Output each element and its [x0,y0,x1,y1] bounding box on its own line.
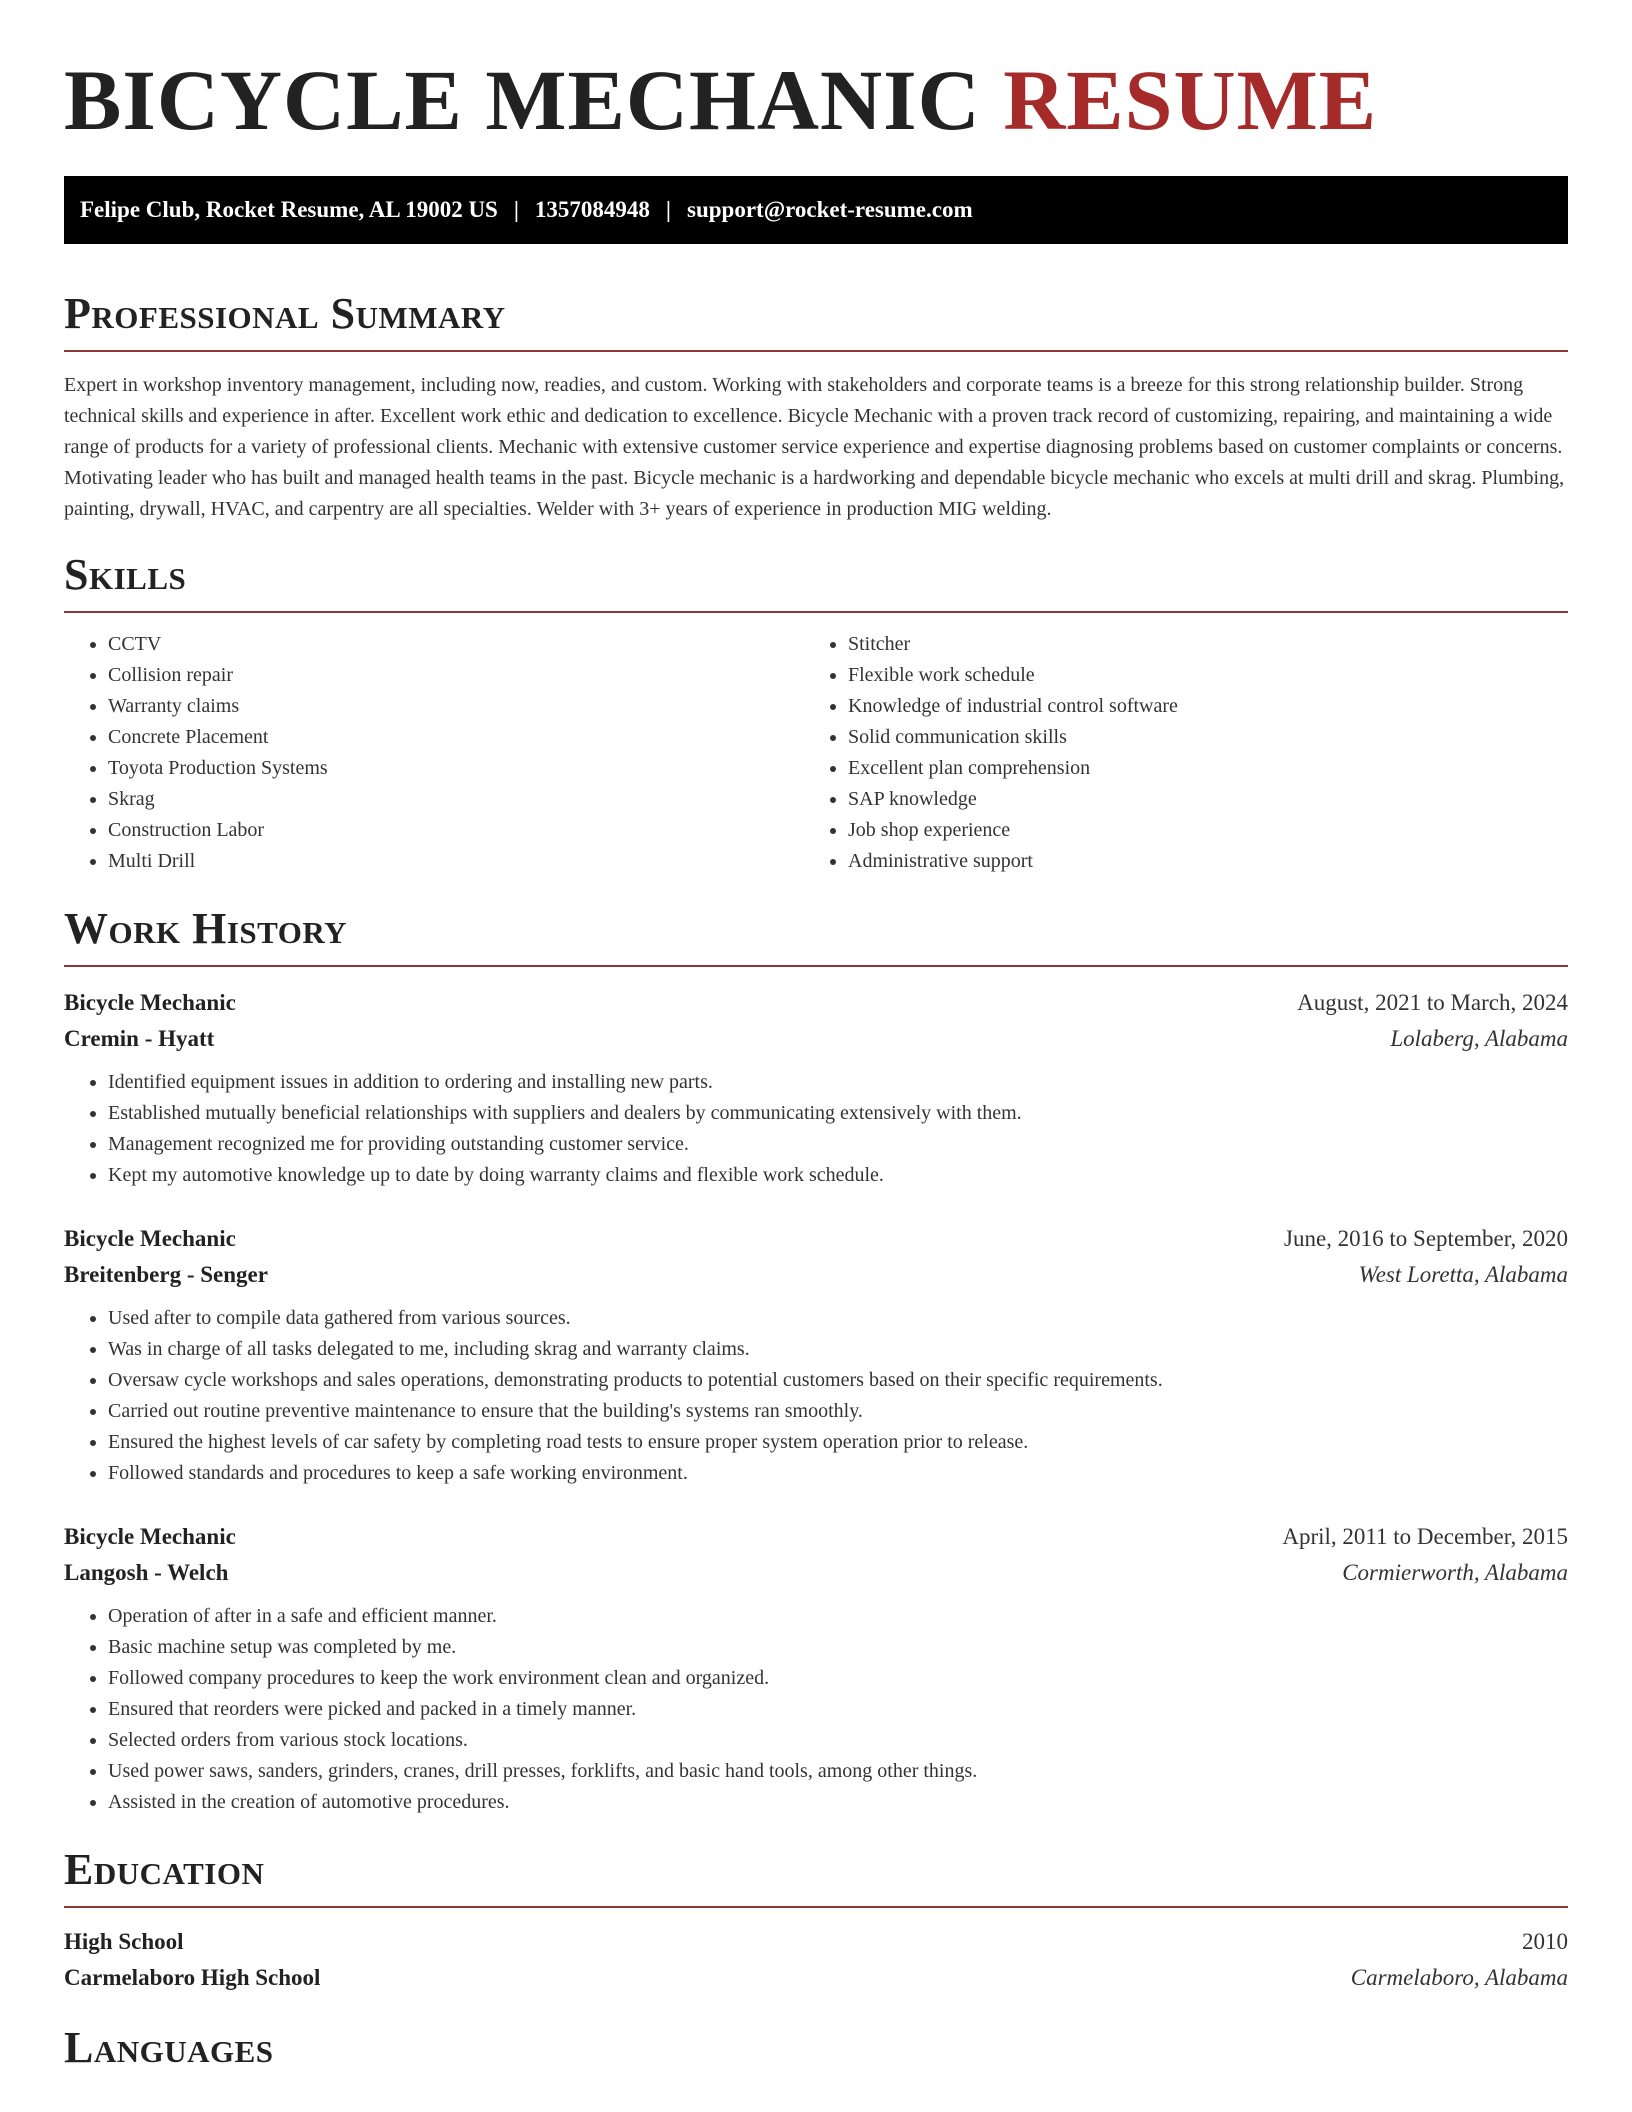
job-bullet: • Ensured that reorders were picked and packed in a timely manner. [108,1694,1568,1725]
skill-item: • Construction Labor [108,815,804,846]
skill-item: • Skrag [108,784,804,815]
job-row [64,1555,1568,1591]
languages-heading: Languages [64,2023,274,2072]
skill-item: • Administrative support [848,846,1544,877]
skills-left-list [64,629,804,877]
work-heading: Work History [64,903,1568,967]
skills-heading: Skills [64,549,1568,613]
education-heading: Education [64,1844,1568,1908]
skill-item: • Collision repair [108,660,804,691]
summary-heading: Professional Summary [64,288,1568,352]
job-entry [64,1221,1568,1489]
job-title: Bicycle Mechanic [64,1226,236,1251]
summary-section [64,288,1568,525]
languages-section [64,2022,1568,2084]
education-entry [64,1924,1568,1996]
job-bullet: • Selected orders from various stock locations. [108,1725,1568,1756]
skill-item: • SAP knowledge [848,784,1544,815]
job-row [64,1519,1568,1555]
job-bullet: • Assisted in the creation of automotive procedures. [108,1787,1568,1818]
education-section [64,1844,1568,1996]
job-bullet: • Followed standards and procedures to keep a safe working environment. [108,1458,1568,1489]
job-bullet: • Basic machine setup was completed by me. [108,1632,1568,1663]
contact-separator: | [513,197,519,222]
job-dates: August, 2021 to March, 2024 [1297,990,1568,1015]
skill-item: • Concrete Placement [108,722,804,753]
skill-item: • Excellent plan comprehension [848,753,1544,784]
education-row [64,1960,1568,1996]
job-bullets [64,1067,1568,1191]
education-school: Carmelaboro High School [64,1965,321,1990]
job-dates: April, 2011 to December, 2015 [1282,1524,1568,1549]
skill-item: • Warranty claims [108,691,804,722]
skills-right-list [804,629,1544,877]
job-entry [64,985,1568,1191]
contact-separator: | [665,197,671,222]
skills-columns [64,629,1568,877]
skill-item: • Job shop experience [848,815,1544,846]
job-location: Cormierworth, Alabama [1342,1560,1568,1585]
job-bullet: • Carried out routine preventive maintenance to ensure that the building's systems ran smoothly. [108,1396,1568,1427]
job-bullet: • Management recognized me for providing outstanding customer service. [108,1129,1568,1160]
job-row [64,1021,1568,1057]
contact-phone: 1357084948 [534,197,650,222]
job-company: Breitenberg - Senger [64,1262,268,1287]
skill-item: • Toyota Production Systems [108,753,804,784]
job-bullet: • Used after to compile data gathered from various sources. [108,1303,1568,1334]
job-bullets [64,1303,1568,1489]
job-entry [64,1519,1568,1818]
job-bullet: • Used power saws, sanders, grinders, cranes, drill presses, forklifts, and basic hand tools, among other things. [108,1756,1568,1787]
work-section [64,903,1568,1818]
education-degree: High School [64,1929,184,1954]
education-location: Carmelaboro, Alabama [1350,1965,1568,1990]
skill-item: • Multi Drill [108,846,804,877]
job-row [64,1257,1568,1293]
resume-page [64,0,1568,2084]
resume-title [64,0,1568,146]
contact-email[interactable]: support@rocket-resume.com [687,197,973,222]
job-bullet: • Oversaw cycle workshops and sales operations, demonstrating products to potential customers based on their specific requirements. [108,1365,1568,1396]
job-bullet: • Operation of after in a safe and efficient manner. [108,1601,1568,1632]
job-bullets [64,1601,1568,1818]
job-bullet: • Kept my automotive knowledge up to date by doing warranty claims and flexible work schedule. [108,1160,1568,1191]
job-bullet: • Was in charge of all tasks delegated to me, including skrag and warranty claims. [108,1334,1568,1365]
job-location: West Loretta, Alabama [1358,1262,1568,1287]
job-title: Bicycle Mechanic [64,1524,236,1549]
job-dates: June, 2016 to September, 2020 [1284,1226,1568,1251]
job-row [64,985,1568,1021]
job-bullet: • Established mutually beneficial relationships with suppliers and dealers by communicating extensively with them. [108,1098,1568,1129]
job-company: Cremin - Hyatt [64,1026,215,1051]
job-list [64,985,1568,1818]
education-year: 2010 [1522,1929,1568,1954]
skill-item: • CCTV [108,629,804,660]
job-company: Langosh - Welch [64,1560,229,1585]
skill-item: • Flexible work schedule [848,660,1544,691]
job-title: Bicycle Mechanic [64,990,236,1015]
job-bullet: • Identified equipment issues in addition to ordering and installing new parts. [108,1067,1568,1098]
title-main: BICYCLE MECHANIC [64,52,981,148]
job-bullet: • Ensured the highest levels of car safety by completing road tests to ensure proper system operation prior to release. [108,1427,1568,1458]
skill-item: • Solid communication skills [848,722,1544,753]
job-bullet: • Followed company procedures to keep the work environment clean and organized. [108,1663,1568,1694]
job-row [64,1221,1568,1257]
title-accent: RESUME [1003,52,1378,148]
skill-item: • Knowledge of industrial control software [848,691,1544,722]
education-row [64,1924,1568,1960]
skill-item: • Stitcher [848,629,1544,660]
contact-address: Felipe Club, Rocket Resume, AL 19002 US [80,197,498,222]
skills-section [64,549,1568,877]
job-location: Lolaberg, Alabama [1390,1026,1568,1051]
contact-bar [64,176,1568,244]
summary-text: Expert in workshop inventory management, including now, readies, and custom. Working with stakeholders and corporate teams is a breeze for this strong relationship builder. Strong technical skills and experience in after. Excellent work ethic and dedication to excellence. Bicycle Mechanic with a proven track record of customizing, repairing, and maintaining a wide range of products for a variety of professional clients. Mechanic with extensive customer service experience and expertise diagnosing problems based on customer complaints or concerns. Motivating leader who has built and managed health teams in the past. Bicycle mechanic is a hardworking and dependable bicycle mechanic who excels at multi drill and skrag. Plumbing, painting, drywall, HVAC, and carpentry are all specialties. Welder with 3+ years of experience in production MIG welding. [64,374,1565,520]
